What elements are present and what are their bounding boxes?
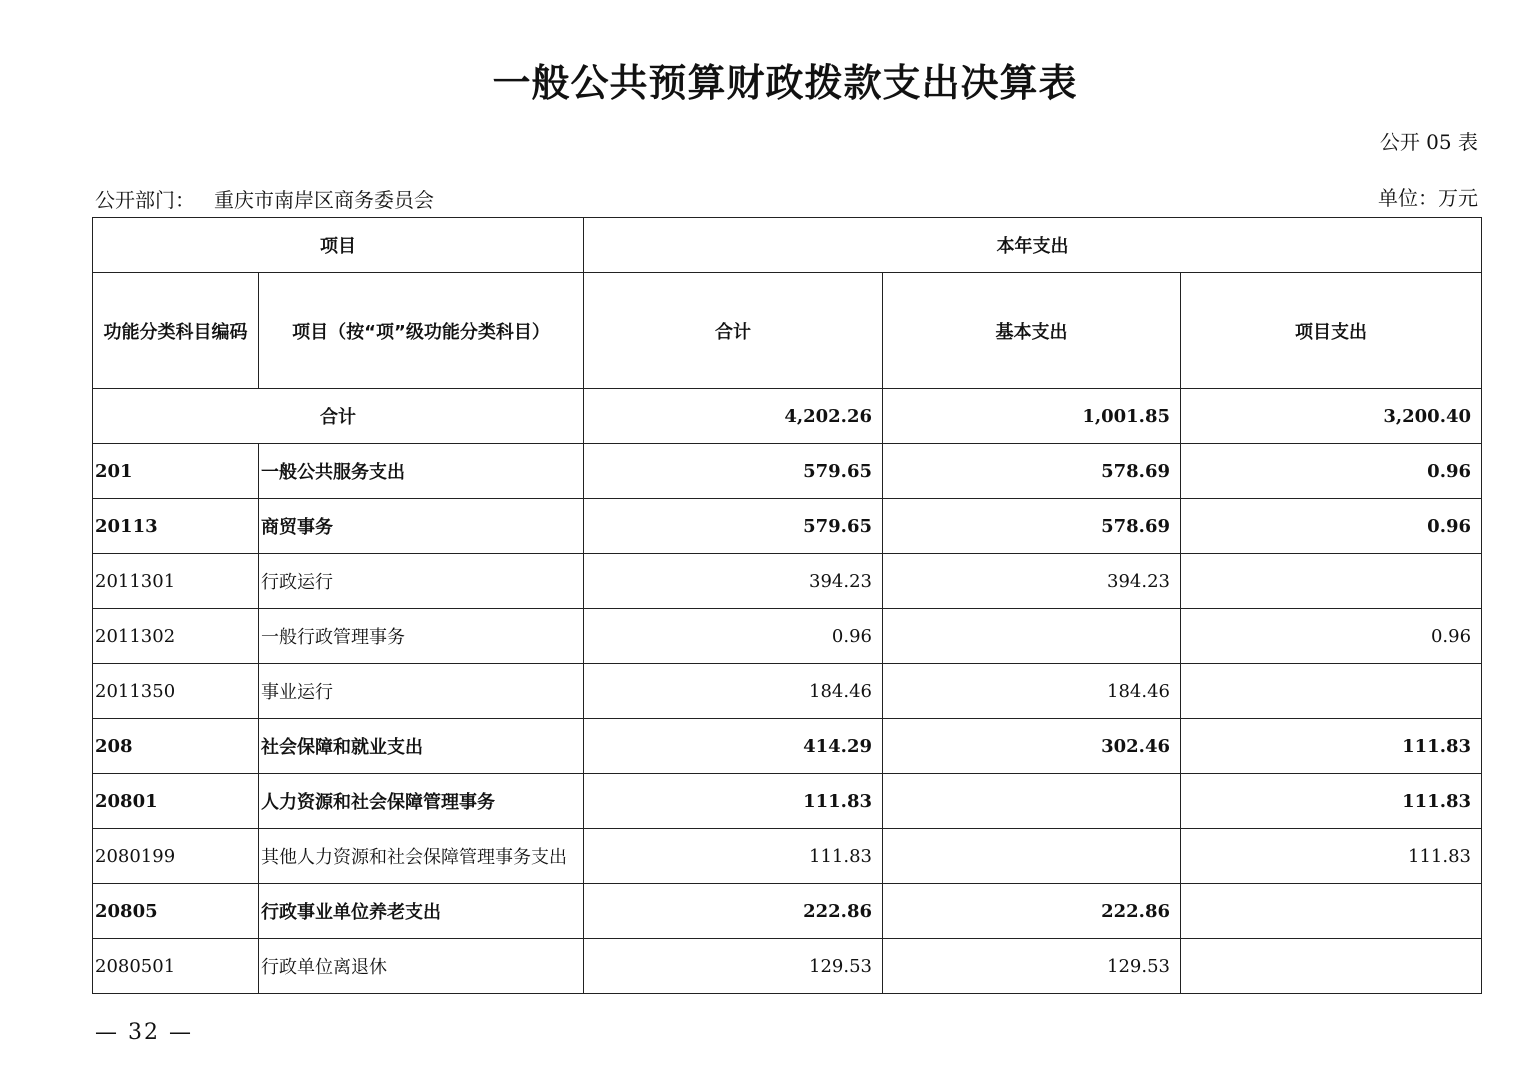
table-row xyxy=(93,499,1482,554)
row-total: 579.65 xyxy=(584,444,883,499)
row-total: 111.83 xyxy=(584,829,883,884)
total-row xyxy=(93,389,1482,444)
total-basic: 1,001.85 xyxy=(883,389,1181,444)
row-basic: 222.86 xyxy=(883,884,1181,939)
row-total: 222.86 xyxy=(584,884,883,939)
row-total: 111.83 xyxy=(584,774,883,829)
header-row-1 xyxy=(93,218,1482,273)
row-code: 2080501 xyxy=(93,939,259,994)
table-row xyxy=(93,719,1482,774)
row-item-name: 行政事业单位养老支出 xyxy=(259,884,584,939)
row-code: 2011302 xyxy=(93,609,259,664)
row-item-name: 商贸事务 xyxy=(259,499,584,554)
row-item-name: 一般公共服务支出 xyxy=(259,444,584,499)
row-item-name: 一般行政管理事务 xyxy=(259,609,584,664)
row-total: 184.46 xyxy=(584,664,883,719)
row-basic: 302.46 xyxy=(883,719,1181,774)
header-total: 合计 xyxy=(584,273,883,389)
row-basic xyxy=(883,829,1181,884)
table-row xyxy=(93,609,1482,664)
row-project: 0.96 xyxy=(1181,444,1482,499)
table-row xyxy=(93,444,1482,499)
row-project: 111.83 xyxy=(1181,774,1482,829)
row-basic: 394.23 xyxy=(883,554,1181,609)
expenditure-table xyxy=(92,217,1482,994)
row-code: 208 xyxy=(93,719,259,774)
header-item: 项目 xyxy=(93,218,584,273)
header-item-name: 项目（按“项”级功能分类科目） xyxy=(259,273,584,389)
row-basic: 184.46 xyxy=(883,664,1181,719)
row-project: 0.96 xyxy=(1181,609,1482,664)
row-project xyxy=(1181,939,1482,994)
row-total: 129.53 xyxy=(584,939,883,994)
row-project xyxy=(1181,554,1482,609)
department-name: 重庆市南岸区商务委员会 xyxy=(214,188,434,212)
row-total: 394.23 xyxy=(584,554,883,609)
table-row xyxy=(93,939,1482,994)
total-amount: 4,202.26 xyxy=(584,389,883,444)
row-code: 2011350 xyxy=(93,664,259,719)
header-basic: 基本支出 xyxy=(883,273,1181,389)
total-project: 3,200.40 xyxy=(1181,389,1482,444)
row-item-name: 行政运行 xyxy=(259,554,584,609)
row-project xyxy=(1181,884,1482,939)
header-current-year: 本年支出 xyxy=(584,218,1482,273)
row-item-name: 社会保障和就业支出 xyxy=(259,719,584,774)
row-code: 20113 xyxy=(93,499,259,554)
table-row xyxy=(93,664,1482,719)
row-code: 2080199 xyxy=(93,829,259,884)
department-label: 公开部门： xyxy=(95,188,195,212)
row-item-name: 人力资源和社会保障管理事务 xyxy=(259,774,584,829)
row-total: 414.29 xyxy=(584,719,883,774)
row-basic: 129.53 xyxy=(883,939,1181,994)
row-project: 0.96 xyxy=(1181,499,1482,554)
row-total: 0.96 xyxy=(584,609,883,664)
row-basic: 578.69 xyxy=(883,499,1181,554)
row-code: 2011301 xyxy=(93,554,259,609)
header-project: 项目支出 xyxy=(1181,273,1482,389)
table-row xyxy=(93,829,1482,884)
page-title: 一般公共预算财政拨款支出决算表 xyxy=(492,60,1078,105)
row-project: 111.83 xyxy=(1181,719,1482,774)
unit-label: 单位：万元 xyxy=(1378,186,1478,210)
page-number: — 32 — xyxy=(95,1020,193,1045)
row-project: 111.83 xyxy=(1181,829,1482,884)
row-basic: 578.69 xyxy=(883,444,1181,499)
row-project xyxy=(1181,664,1482,719)
header-code: 功能分类科目编码 xyxy=(93,273,259,389)
total-label: 合计 xyxy=(93,389,584,444)
table-row xyxy=(93,884,1482,939)
row-code: 20801 xyxy=(93,774,259,829)
row-total: 579.65 xyxy=(584,499,883,554)
table-row xyxy=(93,774,1482,829)
row-basic xyxy=(883,774,1181,829)
row-item-name: 事业运行 xyxy=(259,664,584,719)
row-item-name: 行政单位离退休 xyxy=(259,939,584,994)
row-item-name: 其他人力资源和社会保障管理事务支出 xyxy=(259,829,584,884)
header-row-2 xyxy=(93,273,1482,389)
table-row xyxy=(93,554,1482,609)
row-basic xyxy=(883,609,1181,664)
row-code: 20805 xyxy=(93,884,259,939)
row-code: 201 xyxy=(93,444,259,499)
table-number: 公开 05 表 xyxy=(1379,130,1478,154)
